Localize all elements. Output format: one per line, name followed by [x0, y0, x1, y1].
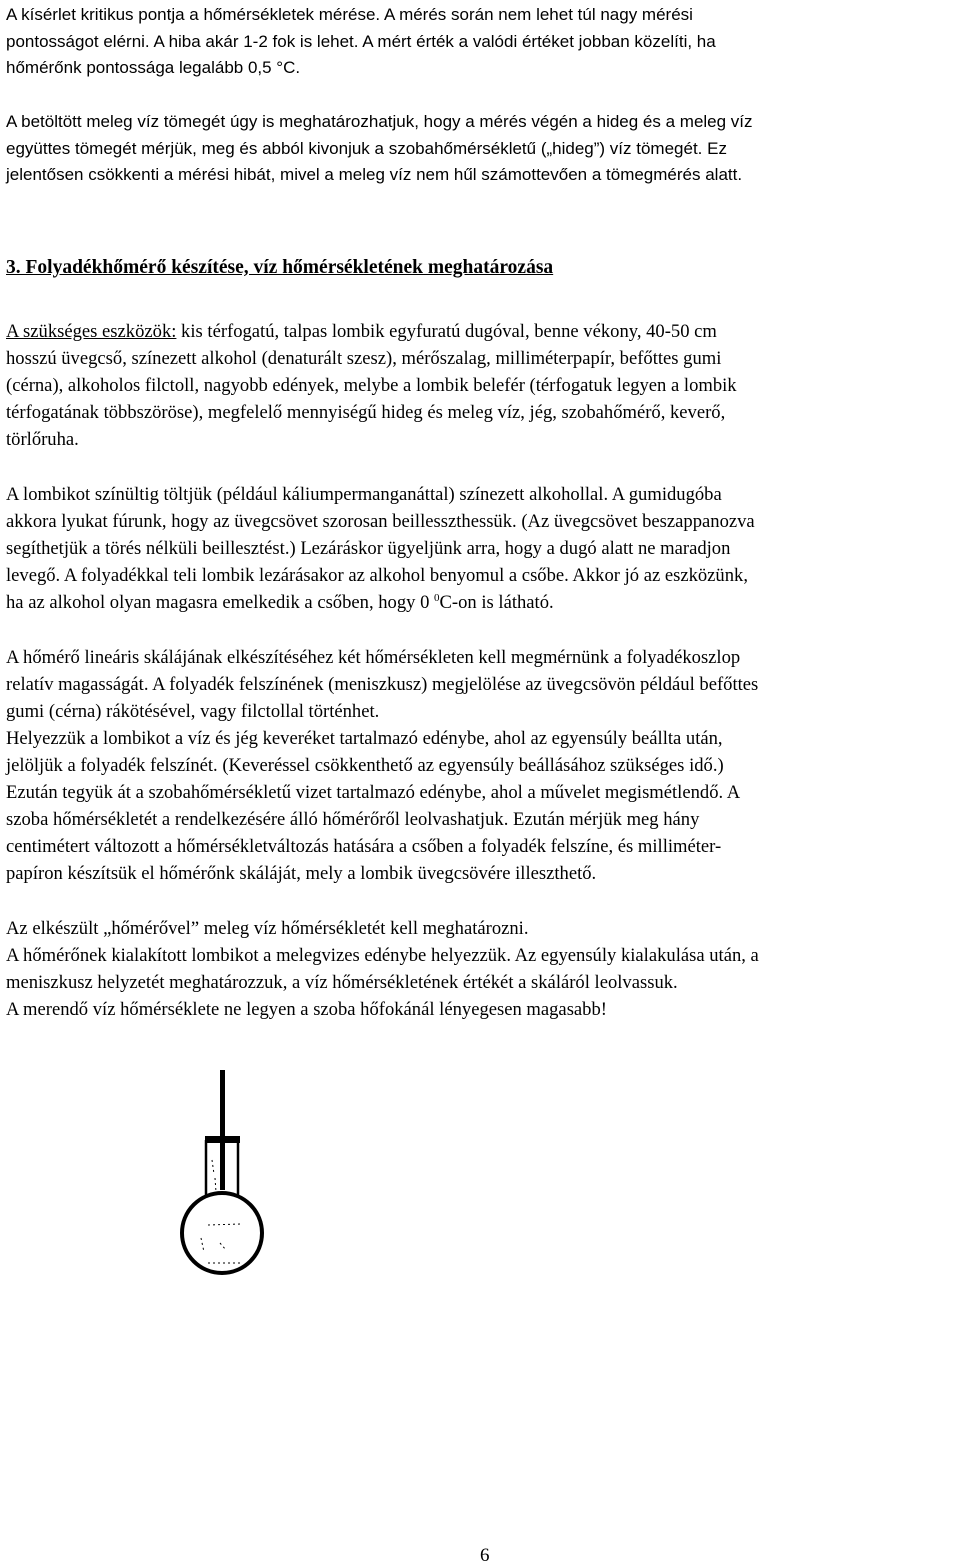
intro-line-2: pontosságot elérni. A hiba akár 1-2 fok is lehet. A mért érték a valódi értéket jobban közelíti, ha: [6, 31, 716, 51]
tools-line-4: térfogatának többszöröse), megfelelő mennyiségű hideg és meleg víz, jég, szobahőmérő, keverő,: [6, 402, 726, 423]
scale-line-3: gumi (cérna) rákötésével, vagy filctollal történhet.: [6, 701, 380, 722]
filling-line-2: akkora lyukat fúrunk, hogy az üvegcsövet szorosan beillesszthessük. (Az üvegcsövet beszappanozva: [6, 511, 755, 532]
intro-line-3: hőmérőnk pontossága legalább 0,5 °C.: [6, 58, 301, 77]
scale-line-7: szoba hőmérsékletét a rendelkezésére álló hőmérőről leolvashatjuk. Ezután mérjük meg hány: [6, 809, 700, 830]
glass-tube: [220, 1070, 225, 1190]
tools-paragraph: [6, 318, 956, 453]
scale-line-5: jelöljük a folyadék felszínét. (Keveréssel csökkenthető az egyensúly beállásához szükséges idő.): [6, 755, 724, 776]
mass-method-line-2: együttes tömegét mérjük, meg és abból kivonjuk a szobahőmérsékletű („hideg”) víz tömegét. Ez: [6, 138, 727, 158]
section-heading: 3. Folyadékhőmérő készítése, víz hőmérsékletének meghatározása: [6, 257, 554, 278]
tools-label: A szükséges eszközök:: [6, 321, 177, 342]
scale-line-8: centimétert változott a hőmérsékletváltozás hatására a csőben a folyadék felszíne, és milliméter-: [6, 836, 722, 857]
mass-method-line-1: A betöltött meleg víz tömegét úgy is meghatározhatjuk, hogy a mérés végén a hideg és a meleg víz: [6, 112, 753, 131]
filling-line-1: A lombikot színültig töltjük (például káliumpermanganáttal) színezett alkohollal. A gumidugóba: [6, 484, 722, 505]
tools-line-5: törlőruha.: [6, 429, 79, 450]
scale-line-4: Helyezzük a lombikot a víz és jég keveréket tartalmazó edénybe, ahol az egyensúly beállta után,: [6, 728, 723, 749]
filling-line-5b: C-on is látható.: [439, 592, 554, 613]
scale-paragraph: [6, 644, 956, 887]
measure-line-3: meniszkusz helyzetét meghatározzuk, a víz hőmérsékletének értékét a skáláról leolvassuk.: [6, 972, 678, 993]
measure-paragraph: [6, 915, 956, 1023]
measure-line-2: A hőmérőnek kialakított lombikot a melegvizes edénybe helyezzük. Az egyensúly kialakulása után, a: [6, 945, 759, 966]
filling-paragraph: [6, 481, 956, 616]
intro-paragraph: [6, 2, 956, 82]
degree-superscript: 0: [434, 591, 440, 604]
measure-line-4: A merendő víz hőmérséklete ne legyen a szoba hőfokánál lényegesen magasabb!: [6, 999, 607, 1020]
tools-line-2: hosszú üvegcső, színezett alkohol (denaturált szesz), mérőszalag, milliméterpapír, befőttes gumi: [6, 348, 722, 369]
scale-line-9: papíron készítsük el hőmérőnk skáláját, mely a lombik üvegcsövére illeszthető.: [6, 863, 597, 884]
scale-line-6: Ezután tegyük át a szobahőmérsékletű vizet tartalmazó edénybe, ahol a művelet megismétlendő. A: [6, 782, 741, 803]
page-number: 6: [480, 1545, 490, 1566]
filling-line-4: levegő. A folyadékkal teli lombik lezárásakor az alkohol benyomul a csőbe. Akkor jó az eszközünk,: [6, 565, 748, 586]
tools-line-1: kis térfogatú, talpas lombik egyfuratú dugóval, benne vékony, 40-50 cm: [176, 321, 717, 342]
intro-line-1: A kísérlet kritikus pontja a hőmérsékletek mérése. A mérés során nem lehet túl nagy mérési: [6, 5, 693, 24]
rubber-stopper: [205, 1136, 240, 1143]
tools-line-3: (cérna), alkoholos filctoll, nagyobb edények, melybe a lombik belefér (térfogatuk legyen a lombik: [6, 375, 737, 396]
scale-line-1: A hőmérő lineáris skálájának elkészítéséhez két hőmérsékleten kell megmérnünk a folyadékoszlop: [6, 647, 741, 668]
filling-line-3: segíthetjük a törés nélküli beillesztést.) Lezáráskor ügyeljünk arra, hogy a dugó alatt ne maradjon: [6, 538, 731, 559]
measure-line-1: Az elkészült „hőmérővel” meleg víz hőmérsékletét kell meghatározni.: [6, 918, 529, 939]
flask-bulb: [182, 1193, 262, 1273]
flask-thermometer-drawing: [168, 1068, 278, 1283]
mass-method-line-3: jelentősen csökkenti a mérési hibát, mivel a meleg víz nem hűl számottevően a tömegmérés alatt.: [6, 165, 743, 184]
scale-line-2: relatív magasságát. A folyadék felszínének (meniszkusz) megjelölése az üvegcsövön például befőttes: [6, 674, 759, 695]
mass-method-paragraph: [6, 109, 956, 189]
filling-line-5a: ha az alkohol olyan magasra emelkedik a csőben, hogy 0: [6, 592, 435, 613]
